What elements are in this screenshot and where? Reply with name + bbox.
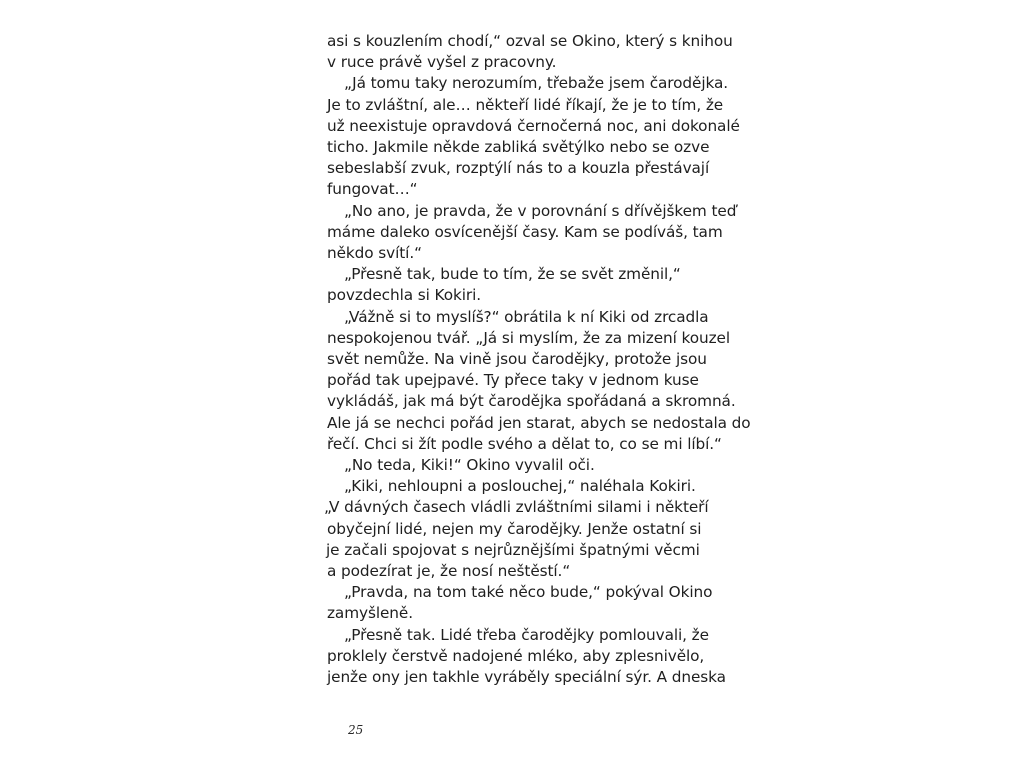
paragraph-start-line: „Přesně tak. Lidé třeba čarodějky pomlouvali, že [344, 625, 709, 644]
text-line: obyčejní lidé, nejen my čarodějky. Jenže ostatní si [327, 519, 702, 538]
paragraph-start-line: „Pravda, na tom také něco bude,“ pokýval Okino [344, 583, 713, 602]
text-line: v ruce právě vyšel z pracovny. [327, 53, 557, 72]
text-line: proklely čerstvě nadojené mléko, aby zplesnivělo, [327, 646, 705, 665]
paragraph-start-line: „Přesně tak, bude to tím, že se svět změnil,“ [344, 265, 681, 284]
text-line: svět nemůže. Na vině jsou čarodějky, protože jsou [327, 350, 707, 369]
text-line: někdo svítí.“ [327, 244, 422, 263]
body-text [324, 31, 767, 688]
paragraph-start-line: „No ano, je pravda, že v porovnání s dřívějškem teď [344, 201, 737, 220]
text-line: řečí. Chci si žít podle svého a dělat to, co se mi líbí.“ [327, 434, 722, 453]
text-line: povzdechla si Kokiri. [327, 286, 481, 305]
text-line: nespokojenou tvář. „Já si myslím, že za mizení kouzel [327, 328, 731, 347]
text-line: fungovat…“ [327, 180, 418, 199]
paragraph-start-line: „Vážně si to myslíš?“ obrátila k ní Kiki od zrcadla [344, 307, 709, 326]
text-line: zamyšleně. [327, 604, 413, 623]
text-line: máme daleko osvícenější časy. Kam se podíváš, tam [327, 222, 723, 241]
text-line: ticho. Jakmile někde zabliká světýlko nebo se ozve [327, 138, 710, 157]
text-line: už neexistuje opravdová černočerná noc, ani dokonalé [327, 116, 740, 135]
text-line: a podezírat je, že nosí neštěstí.“ [327, 562, 571, 581]
page-number: 25 [348, 723, 364, 737]
text-line: vykládáš, jak má být čarodějka spořádaná a skromná. [327, 392, 736, 411]
text-line: pořád tak upejpavé. Ty přece taky v jednom kuse [327, 371, 699, 390]
text-line: je začali spojovat s nejrůznějšími špatnými věcmi [326, 540, 700, 559]
text-line: asi s kouzlením chodí,“ ozval se Okino, který s knihou [327, 32, 733, 50]
text-line: Ale já se nechci pořád jen starat, abych se nedostala do [327, 413, 751, 432]
paragraph-start-line: „No teda, Kiki!“ Okino vyvalil oči. [344, 456, 595, 475]
paragraph-start-line: „Já tomu taky nerozumím, třebaže jsem čarodějka. [344, 74, 728, 93]
text-line: Je to zvláštní, ale… někteří lidé říkají, že je to tím, že [327, 95, 724, 114]
text-line: jenže ony jen takhle vyráběly speciální sýr. A dneska [327, 668, 726, 687]
text-line: sebeslabší zvuk, rozptýlí nás to a kouzla přestávají [327, 159, 710, 178]
text-line: „V dávných časech vládli zvláštními silami i někteří [324, 498, 709, 517]
paragraph-start-line: „Kiki, nehloupni a poslouchej,“ naléhala Kokiri. [344, 477, 696, 496]
